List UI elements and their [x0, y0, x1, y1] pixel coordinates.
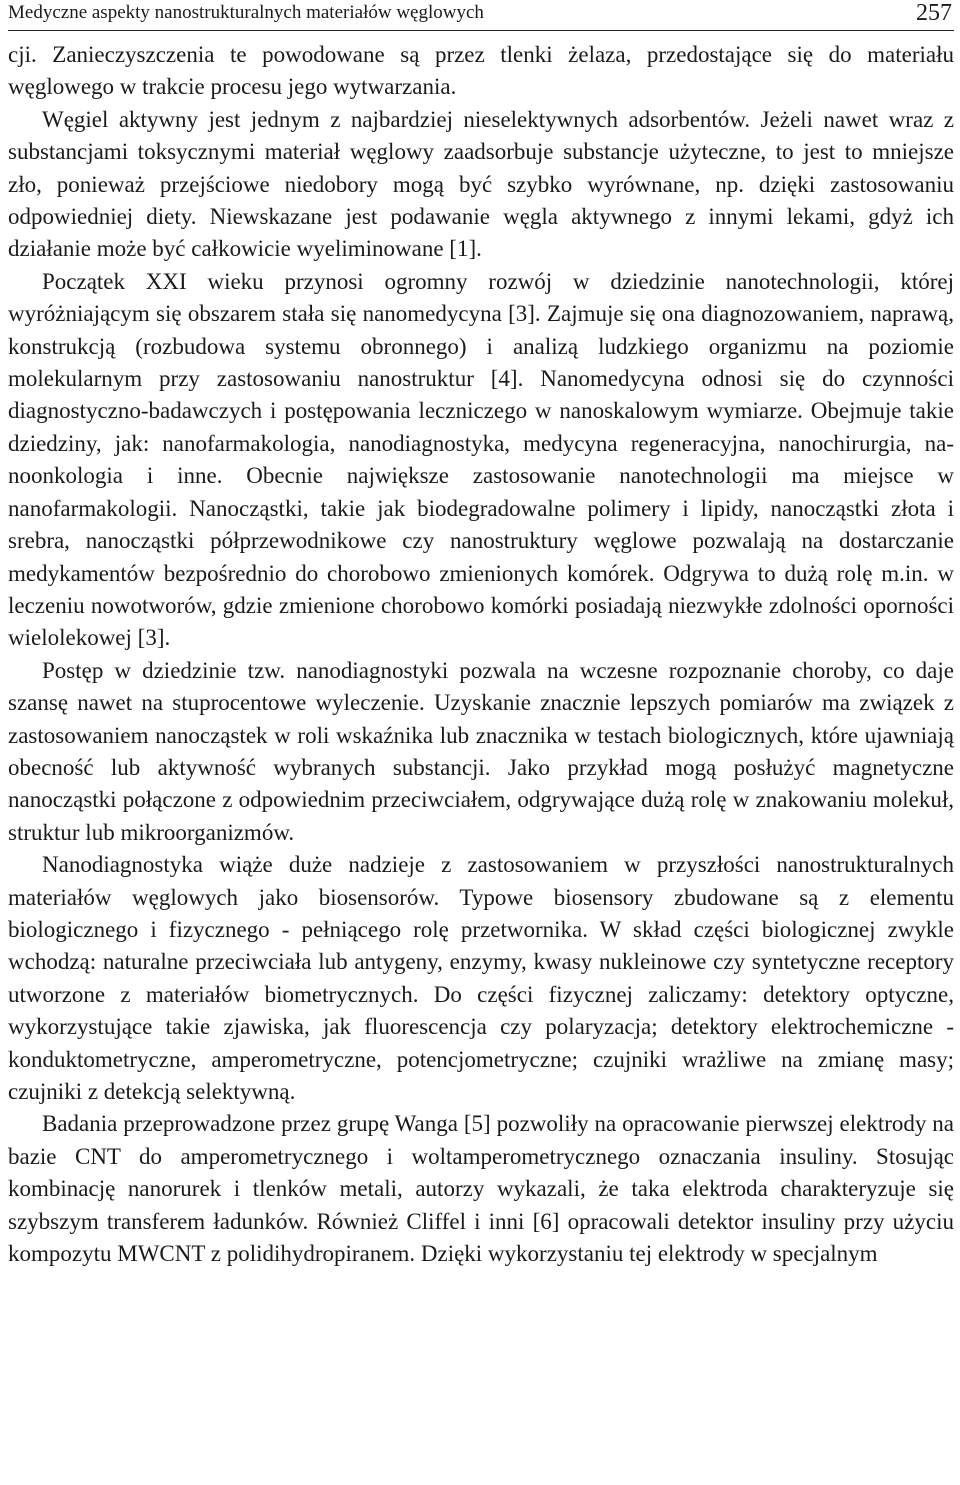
- body-text: [8, 39, 954, 1270]
- running-header-title: Medyczne aspekty nanostrukturalnych materiałów węglowych: [8, 2, 484, 23]
- paragraph-nanodiagnostics: Postęp w dziedzinie tzw. nanodiagnostyki pozwala na wczesne rozpoznanie choroby, co daje szansę nawet na stuprocentowe wyleczenie. Uzyskanie znacznie lepszych pomiarów ma związek z zastosowaniem nanocząstek w roli wskaźnika lub znacznika w testach biologicznych, które ujawniają obecność lub aktywność wybranych substancji. Jako przykład mogą posłużyć magnetyczne nanocząstki połączone z odpowiednim przeciwciałem, odgrywające dużą rolę w znakowaniu molekuł, struktur lub mikroorganizmów.: [8, 657, 954, 845]
- paragraph-insulin-electrode: Badania przeprowadzone przez grupę Wanga [5] pozwoliły na opracowanie pierwszej elektrody na bazie CNT do amperometrycznego i woltamperometrycznego oznaczania insuliny. Stosując kombinację nanorurek i tlenków metali, autorzy wykazali, że taka elektroda charakteryzuje się szybszym transferem ładunków. Również Cliffel i inni [6] opracowali detektor insuliny przy użyciu kompozytu MWCNT z polidihydropiranem. Dzięki wykorzystaniu tej elektrody w specjalnym: [8, 1111, 954, 1267]
- running-header: [8, 0, 954, 31]
- page-number: 257: [916, 0, 952, 26]
- paragraph-biosensors: Nanodiagnostyka wiąże duże nadzieje z zastosowaniem w przyszłości nanostrukturalnych materiałów węglowych jako biosensorów. Typowe biosensory zbudowane są z elementu biologicznego i fizycznego - pełniącego rolę przetwornika. W skład części biologicznej zwykle wchodzą: naturalne przeciwciała lub antygeny, enzymy, kwasy nukleinowe czy syntetyczne receptory utworzone z materiałów biometrycznych. Do części fizycznej zaliczamy: detektory optyczne, wykorzystujące takie zjawiska, jak fluorescencja czy polaryzacja; detektory elektrochemiczne - konduktometryczne, amperometryczne, potencjometryczne; czujniki wrażliwe na zmianę masy; czujniki z detekcją selektywną.: [8, 852, 954, 1104]
- paragraph-continuation: cji. Zanieczyszczenia te powodowane są przez tlenki żelaza, przedostające się do materiału węglowego w trakcie procesu jego wytwarzania.: [8, 42, 954, 100]
- paragraph-activated-carbon: Węgiel aktywny jest jednym z najbardziej nieselektywnych adsorbentów. Jeżeli nawet wraz z substancjami toksycznymi materiał węglowy zaadsorbuje substancje użyteczne, to jest to mniejsze zło, ponieważ przejściowe niedobory mogą być szybko wyrównane, np. dzięki zastosowaniu odpowiedniej diety. Niewskazane jest podawanie węgla aktywnego z innymi lekami, gdyż ich działanie może być całkowicie wyeliminowane [1].: [8, 106, 954, 262]
- document-page: [8, 0, 954, 1270]
- paragraph-nanomedicine: Początek XXI wieku przynosi ogromny rozwój w dziedzinie nanotechnologii, której wyróżniającym się obszarem stała się nanomedycyna [3]. Zajmuje się ona diagnozowaniem, naprawą, konstrukcją (rozbudowa systemu obronnego) i analizą ludzkiego organizmu na poziomie molekularnym przy zastosowaniu nanostruktur [4]. Nanomedycyna odnosi się do czynności diagnostyczno-badawczych i postępowania leczniczego w nanoskalowym wymiarze. Obejmuje takie dziedziny, jak: nanofarmakologia, nanodiagnostyka, medycyna regeneracyjna, nanochirurgia, nanoonkologia i inne. Obecnie największe zastosowanie nanotechnologii ma miejsce w nanofarmakologii. Nanocząstki, takie jak biodegradowalne polimery i lipidy, nanocząstki złota i srebra, nanocząstki półprzewodnikowe czy nanostruktury węglowe pozwalają na dostarczanie medykamentów bezpośrednio do chorobowo zmienionych komórek. Odgrywa to dużą rolę m.in. w leczeniu nowotworów, gdzie zmienione chorobowo komórki posiadają niezwykłe zdolności oporności wielolekowej [3].: [8, 268, 954, 651]
